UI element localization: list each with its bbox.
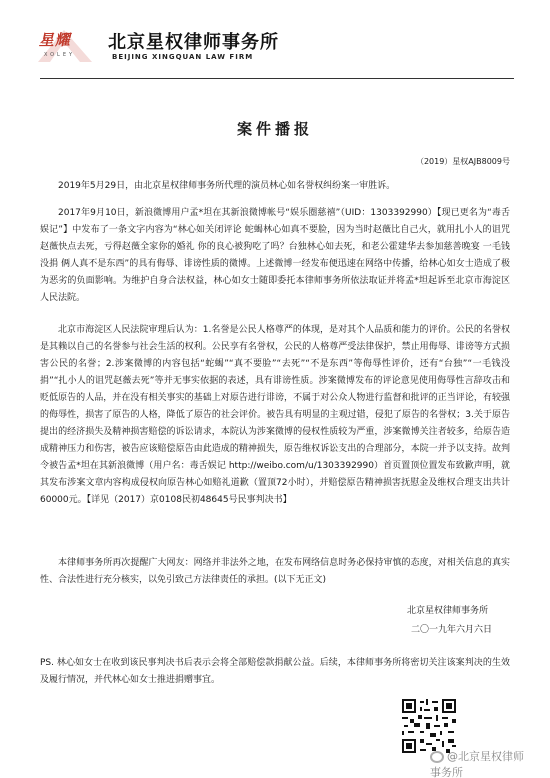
paragraph-summary: 2019年5月29日，由北京星权律师事务所代理的演员林心如名誉权纠纷案一审胜诉。 [58, 181, 396, 191]
firm-name-en: BEIJING XINGQUAN LAW FIRM [112, 53, 254, 61]
paragraph-background: 2017年9月10日，新浪微博用户孟*坦在其新浪微博帐号“娱乐圈慈禧”（UID：1303392990）【现已更名为“毒舌娱记”】中发布了一条文字内容为“林心如关闭评论 蛇蝎林心如真不要脸，因为当时赵薇比自己火，就用扎小人的诅咒赵薇快点去死，亏得赵薇全家你的婚礼 你的良心被狗吃了吗？台独林心如去死，和老公霍建华去参加慈善晚宴 一毛钱没捐 俩人真不是东西”的具有侮辱、诽谤性质的微博。上述微博一经发布便迅速在网络中传播，给林心如女士造成了极为恶劣的负面影响。为维护自身合法权益，林心如女士随即委托本律师事务所依法取证并将孟*坦起诉至北京市海淀区人民法院。 [40, 208, 510, 303]
logo-latin: XOLEY [44, 52, 76, 58]
logo-text: 星耀 [37, 31, 74, 49]
case-number: （2019）星权AJB8009号 [415, 157, 510, 166]
watermark-text: @北京星权律师事务所 [430, 750, 524, 778]
letterhead [0, 0, 550, 78]
signature-firm: 北京星权律师事务所 [406, 606, 488, 616]
qr-code-icon [400, 697, 458, 755]
postscript: PS. 林心如女士在收到该民事判决书后表示会将全部赔偿款捐献公益。后续，本律师事务所将密切关注该案判决的生效及履行情况，并代林心如女士推进捐赠事宜。 [40, 658, 510, 685]
firm-name-cn: 北京星权律师事务所 [108, 32, 279, 53]
paragraph-judgment: 北京市海淀区人民法院审理后认为：1.名誉是公民人格尊严的体现，是对其个人品质和能力的评价。公民的名誉权是其赖以自己的名誉参与社会生活的权利。公民享有名誉权，公民的人格尊严受法律保护，禁止用侮辱、诽谤等方式损害公民的名誉；2.涉案微博的内容包括“蛇蝎”“真不要脸”“去死”“不是东西”等侮辱性评价，还有“台独”“一毛钱没捐”“扎小人的诅咒赵薇去死”等并无事实依据的表述，具有诽谤性质。涉案微博发布的评论意见使用侮辱性言辞攻击和贬低原告的人品，并在没有相关事实的基础上对原告进行诽谤，不属于对公众人物进行监督和批评的正当评论，有较强的侮辱性，损害了原告的人格，降低了原告的社会评价。被告具有明显的主观过错，侵犯了原告的名誉权；3.关于原告提出的经济损失及精神损害赔偿的诉讼请求，本院认为涉案微博的侵权性质较为严重，涉案微博关注者较多，给原告造成精神压力和伤害，被告应该赔偿原告由此造成的精神损失，原告维权诉讼支出的合理部分，本院一并予以支持。故判令被告孟*坦在其新浪微博（用户名：毒舌娱记 http://weibo.com/u/1303392990）首页置顶位置发布致歉声明，就其发布涉案文章内容构成侵权向原告林心如赔礼道歉（置顶72小时），并赔偿原告精神损害抚慰金及维权合理支出共计60000元。【详见（2017）京0108民初48645号民事判决书】 [40, 325, 510, 505]
document-title: 案件播报 [236, 120, 313, 138]
weibo-watermark [430, 748, 530, 778]
weibo-icon [430, 751, 444, 763]
header-divider [40, 78, 514, 79]
signature-date: 二〇一九年六月六日 [410, 625, 492, 635]
paragraph-reminder: 本律师事务所再次提醒广大网友：网络并非法外之地，在发布网络信息时务必保持审慎的态度，对相关信息的真实性、合法性进行充分核实，以免引致己方法律责任的承担。(以下无正文) [40, 558, 510, 585]
